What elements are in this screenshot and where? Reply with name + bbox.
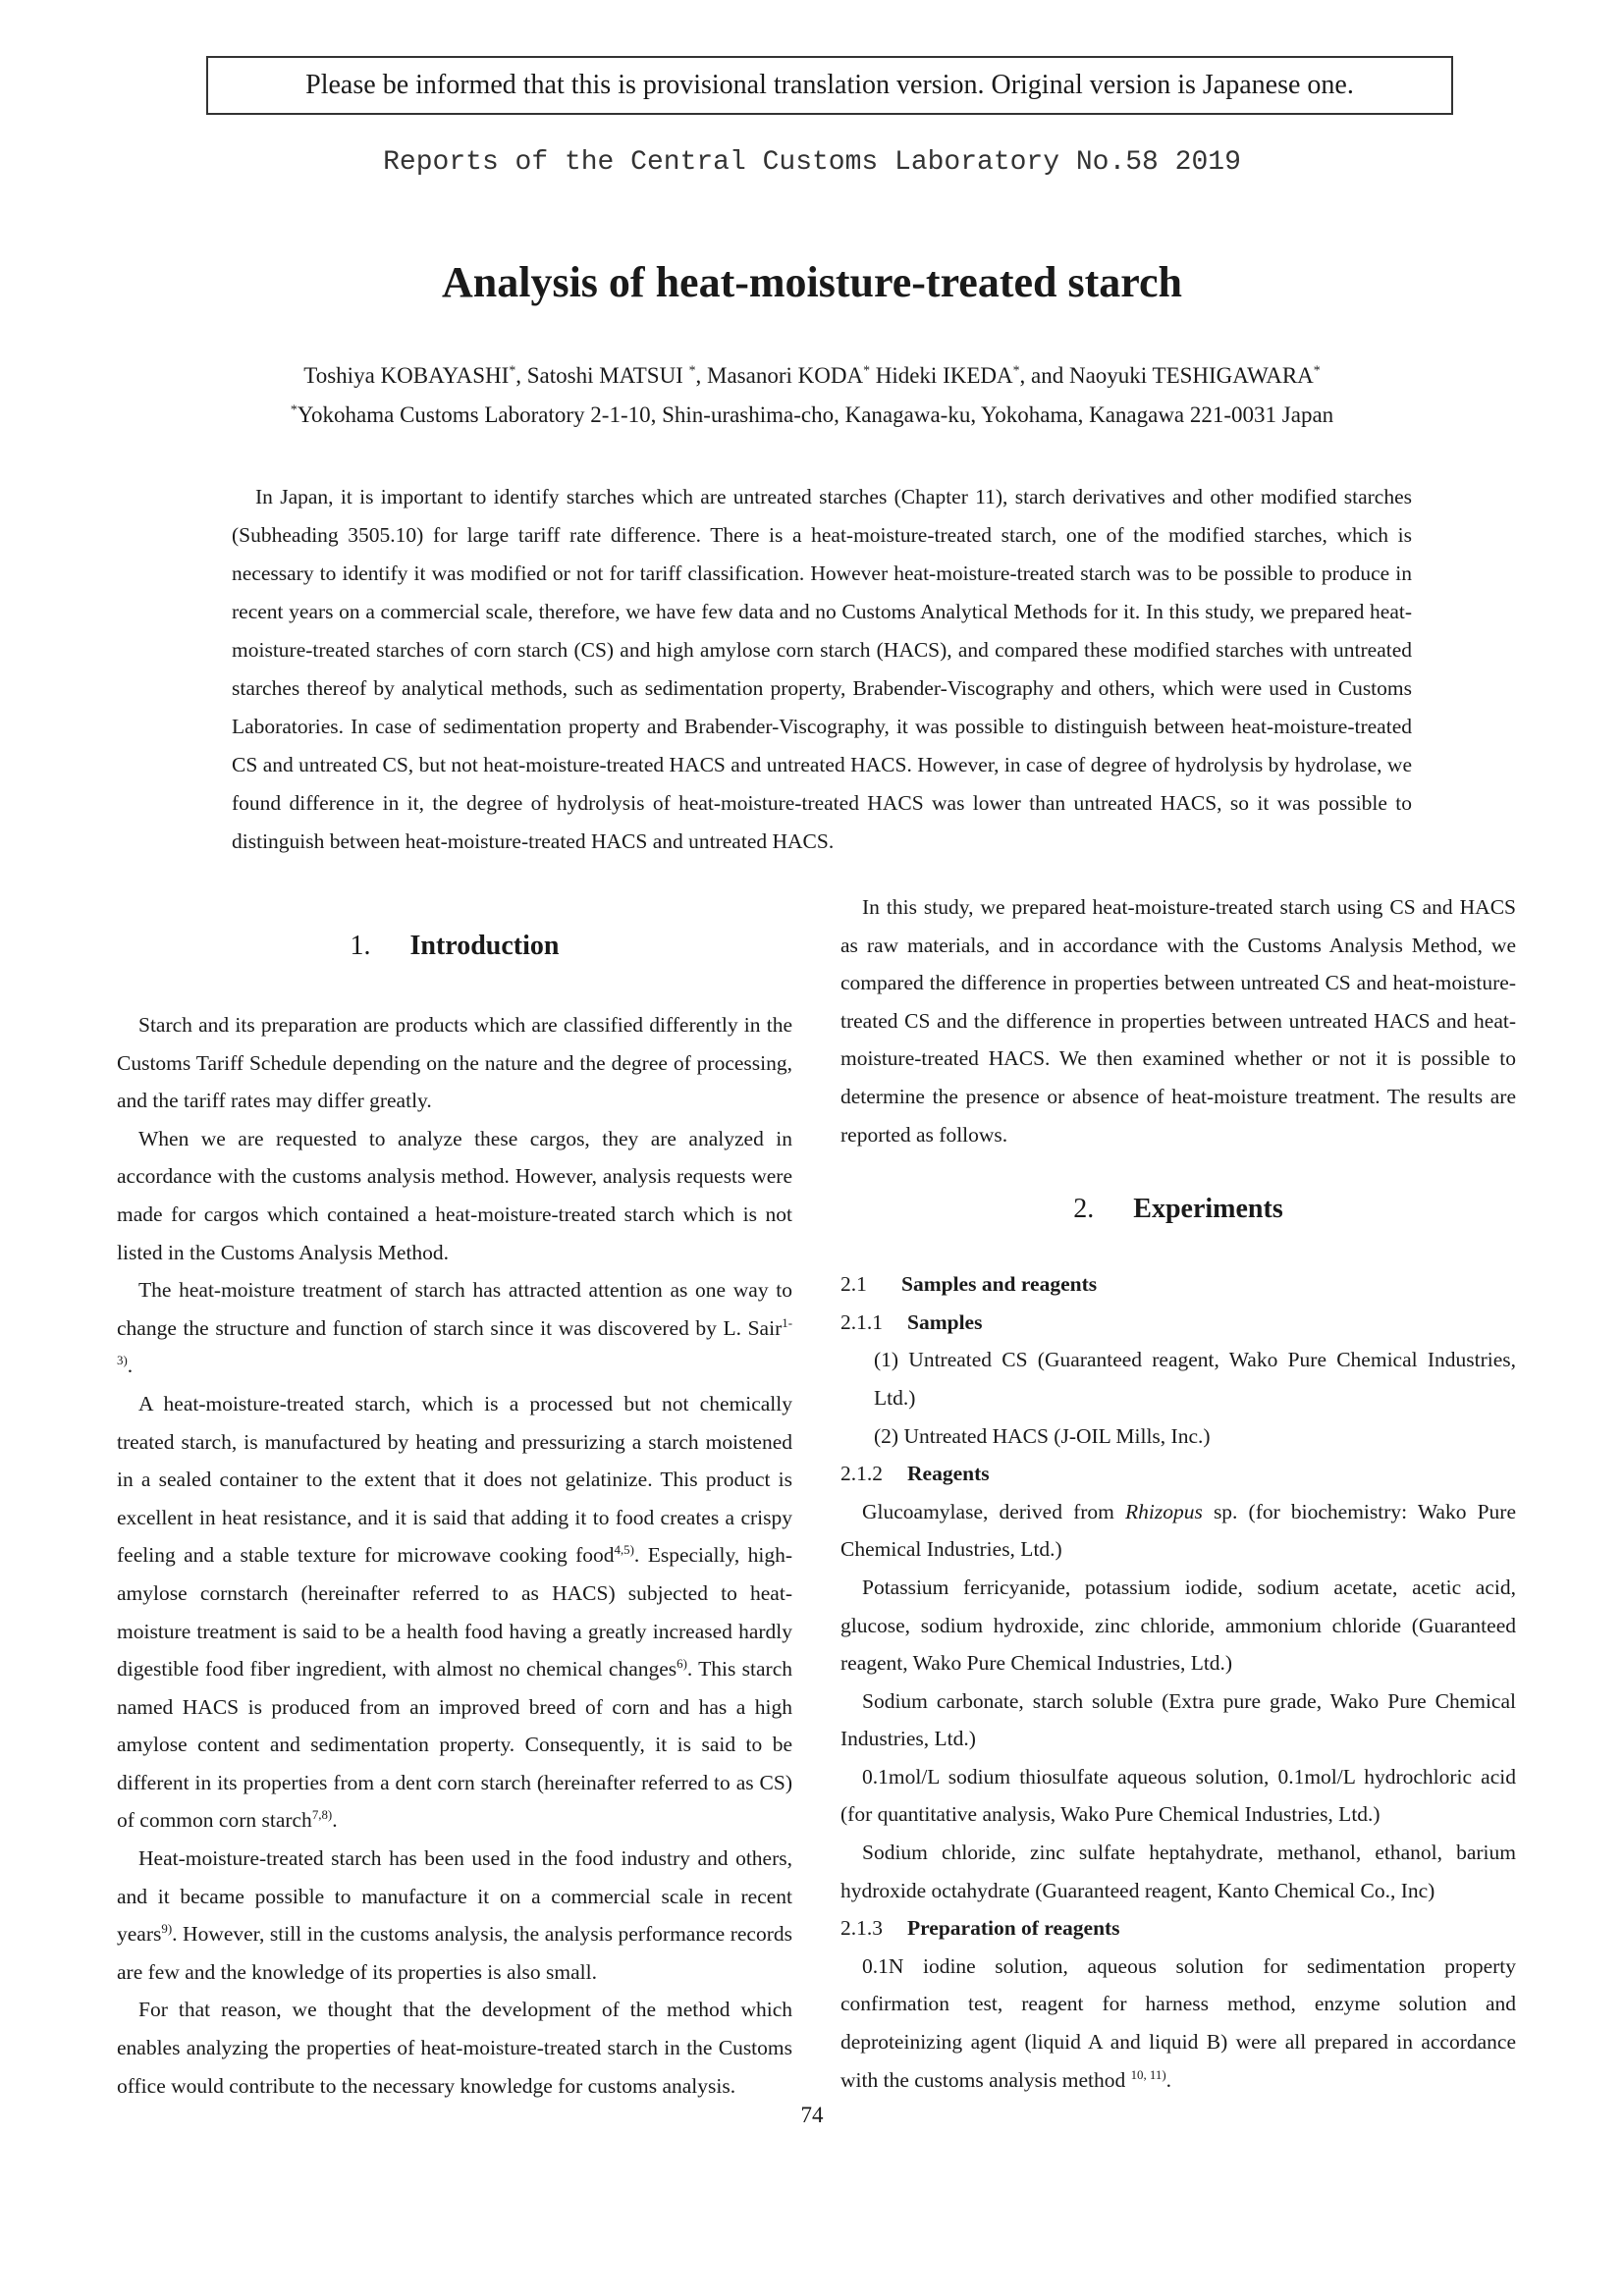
text-run: . However, still in the customs analysis, the analysis performance records are few and the knowledge of its properties is also small. — [117, 1922, 792, 1984]
affiliation — [0, 402, 1624, 428]
text-run: The heat-moisture treatment of starch has attracted attention as one way to change the structure and function of starch since it was discovered by L. Sair — [117, 1278, 792, 1340]
reference-marker: 7,8) — [311, 1808, 333, 1823]
text-run: . — [332, 1808, 338, 1833]
text-run: 0.1N iodine solution, aqueous solution for sedimentation property confirmation test, reagent for harness method, enzyme solution and deproteinizing agent (liquid A and liquid B) were all prepared in accordance with the customs analysis method — [840, 1953, 1516, 2092]
affiliation-mark: * — [290, 401, 298, 417]
subsubsection-heading — [840, 1455, 1516, 1493]
section-title: Introduction — [409, 931, 560, 961]
reference-marker: 4,5) — [614, 1543, 634, 1558]
subsubsection-title: Preparation of reagents — [907, 1916, 1120, 1941]
paragraph: For that reason, we thought that the development of the method which enables analyzing the properties of heat-moisture-treated starch in the Customs office would contribute to the necessary knowledge for customs analysis. — [117, 1998, 792, 2098]
section-heading-introduction — [117, 888, 792, 1006]
text-run: . — [1165, 2067, 1172, 2092]
subsubsection-title: Reagents — [907, 1462, 990, 1486]
text-run: Glucoamylase, derived from — [862, 1499, 1125, 1523]
paragraph — [840, 1493, 1516, 1569]
reference-marker: 6) — [677, 1656, 687, 1671]
subsubsection-number: 2.1.2 — [840, 1462, 883, 1486]
subsection-title: Samples and reagents — [901, 1272, 1098, 1297]
subsection-heading — [840, 1265, 1516, 1304]
reference-marker: 9) — [161, 1922, 173, 1937]
abstract: In Japan, it is important to identify starches which are untreated starches (Chapter 11), starch derivatives and other modified starches (Subheading 3505.10) for large tariff rate difference. There is a heat-moisture-treated starch, one of the modified starches, which is necessary to identify it was modified or not for tariff classification. However heat-moisture-treated starch was to be possible to produce in recent years on a commercial scale, therefore, we have few data and no Customs Analytical Methods for it. In this study, we prepared heat-moisture-treated starches of corn starch (CS) and high amylose corn starch (HACS), and compared these modified starches with untreated starches thereof by analytical methods, such as sedimentation property, Brabender-Viscography and others, which were used in Customs Laboratories. In case of sedimentation property and Brabender-Viscography, it was possible to distinguish between heat-moisture-treated CS and untreated CS, but not heat-moisture-treated HACS and untreated HACS. However, in case of degree of hydrolysis by hydrolase, we found difference in it, the degree of hydrolysis of heat-moisture-treated HACS was lower than untreated HACS, so it was possible to distinguish between heat-moisture-treated HACS and untreated HACS. — [232, 485, 1412, 853]
right-column — [840, 888, 1516, 2099]
text-run: sp. (for biochemistry: Wako Pure Chemical Industries, Ltd.) — [840, 1499, 1516, 1562]
section-number: 1. — [350, 931, 371, 961]
author-mark: * — [1313, 362, 1321, 378]
author-separator: , — [695, 363, 707, 388]
paragraph: Potassium ferricyanide, potassium iodide, sodium acetate, acetic acid, glucose, sodium hydroxide, zinc chloride, ammonium chloride (Guaranteed reagent, Wako Pure Chemical Industries, Ltd.) — [840, 1575, 1516, 1676]
subsubsection-number: 2.1.1 — [840, 1309, 883, 1334]
paragraph — [117, 1840, 792, 1991]
translation-notice: Please be informed that this is provisional translation version. Original version is Japanese one. — [206, 56, 1453, 115]
text-run: Heat-moisture-treated starch has been used in the food industry and others, and it became possible to manufacture it on a commercial scale in recent years — [117, 1846, 792, 1947]
journal-header: Reports of the Central Customs Laboratory No.58 2019 — [383, 147, 1241, 178]
italic-term: Rhizopus — [1124, 1499, 1203, 1523]
author-name: Toshiya KOBAYASHI — [303, 363, 510, 388]
subsubsection-number: 2.1.3 — [840, 1916, 883, 1941]
author-name: Masanori KODA — [707, 363, 864, 388]
author-mark: * — [863, 362, 870, 378]
author-mark: * — [509, 362, 516, 378]
section-number: 2. — [1073, 1194, 1095, 1225]
author-mark: * — [1012, 362, 1020, 378]
paragraph: Starch and its preparation are products which are classified differently in the Customs Tariff Schedule depending on the nature and the degree of processing, and the tariff rates may differ greatly. — [117, 1013, 792, 1113]
subsubsection-heading — [840, 1909, 1516, 1948]
paragraph — [840, 1948, 1516, 2099]
paragraph: 0.1mol/L sodium thiosulfate aqueous solution, 0.1mol/L hydrochloric acid (for quantitative analysis, Wako Pure Chemical Industries, Ltd.) — [840, 1764, 1516, 1827]
affiliation-text: Yokohama Customs Laboratory 2-1-10, Shin-urashima-cho, Kanagawa-ku, Yokohama, Kanagawa 221-0031 Japan — [297, 402, 1334, 427]
author-separator: , and — [1019, 363, 1069, 388]
author-name: Hideki IKEDA — [875, 363, 1013, 388]
paragraph: In this study, we prepared heat-moisture-treated starch using CS and HACS as raw materials, and in accordance with the Customs Analysis Method, we compared the difference in properties between untreated CS and heat-moisture-treated CS and the difference in properties between untreated HACS and heat-moisture-treated HACS. We then examined whether or not it is possible to determine the presence or absence of heat-moisture treatment. The results are reported as follows. — [840, 895, 1516, 1147]
text-run: A heat-moisture-treated starch, which is a processed but not chemically treated starch, is manufactured by heating and pressurizing a starch moistened in a sealed container to the extent that it does not gelatinize. This product is excellent in heat resistance, and it is said that adding it to food creates a crispy feeling and a stable texture for microwave cooking food — [117, 1391, 792, 1568]
paragraph — [117, 1385, 792, 1840]
sample-item: (1) Untreated CS (Guaranteed reagent, Wako Pure Chemical Industries, Ltd.) — [874, 1348, 1516, 1410]
author-name: Naoyuki TESHIGAWARA — [1068, 363, 1314, 388]
paragraph — [117, 1271, 792, 1385]
section-title: Experiments — [1133, 1194, 1283, 1225]
subsection-number: 2.1 — [840, 1272, 867, 1297]
reference-marker: 1-3) — [117, 1315, 792, 1368]
paragraph: Sodium chloride, zinc sulfate heptahydrate, methanol, ethanol, barium hydroxide octahydrate (Guaranteed reagent, Kanto Chemical Co., Inc) — [840, 1841, 1516, 1902]
left-column — [117, 888, 792, 2105]
reference-marker: 10, 11) — [1130, 2067, 1166, 2082]
text-run: . This starch named HACS is produced from an improved breed of corn and has a high amylose content and sedimentation property. Consequently, it is said to be different in its properties from a dent corn starch (hereinafter referred to as CS) of common corn starch — [117, 1657, 793, 1833]
author-separator: , — [515, 363, 527, 388]
page-number: 74 — [800, 2103, 824, 2127]
text-run: . Especially, high-amylose cornstarch (hereinafter referred to as HACS) subjected to heat-moisture treatment is said to be a health food having a greatly increased hardly digestible food fiber ingredient, with almost no chemical changes — [117, 1543, 792, 1682]
author-list — [0, 363, 1624, 389]
subsubsection-heading — [840, 1304, 1516, 1342]
author-name: Satoshi MATSUI — [526, 363, 689, 388]
section-heading-experiments — [840, 1153, 1516, 1265]
sample-item: (2) Untreated HACS (J-OIL Mills, Inc.) — [874, 1423, 1211, 1448]
text-run: . — [127, 1354, 134, 1378]
paragraph: When we are requested to analyze these cargos, they are analyzed in accordance with the customs analysis method. However, analysis requests were made for cargos which contained a heat-moisture-treated starch which is not listed in the Customs Analysis Method. — [117, 1126, 792, 1264]
paragraph: Sodium carbonate, starch soluble (Extra pure grade, Wako Pure Chemical Industries, Ltd.) — [840, 1688, 1516, 1751]
subsubsection-title: Samples — [907, 1309, 983, 1334]
paper-title: Analysis of heat-moisture-treated starch — [441, 258, 1182, 306]
author-mark: * — [688, 362, 696, 378]
